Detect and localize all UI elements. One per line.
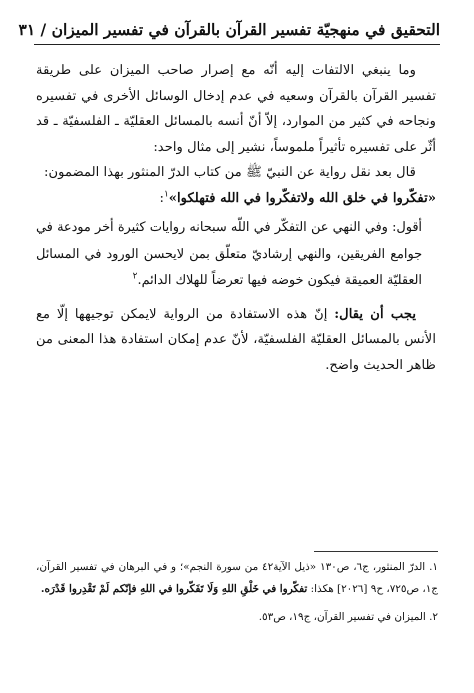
footnote-ref-2: ٢ [132, 271, 138, 282]
quote-colon: : [159, 190, 164, 206]
footnote-1-number: ١. [429, 561, 438, 573]
footnote-2-number: ٢. [429, 611, 438, 623]
paragraph-critique [36, 302, 436, 379]
hadith-quote-line [36, 186, 436, 212]
critique-text: إنّ هذه الاستفادة من الرواية لايمكن توجيهها إلّا مع الأنس بالمسائل العقليّة الفلسفيّة، لأنّ عدم إمكان استفادة هذا المعنى من ظاهر الحديث واضح. [36, 306, 436, 373]
footnote-1-hadith: تفكّروا في خَلْقِ اللهِ وَلَا تَفَكّروا في اللهِ فإنّكم لَمْ تَقْدِروا قَدْرَه. [40, 583, 308, 595]
footnote-ref-1: ١ [163, 189, 169, 200]
footnotes [36, 556, 438, 628]
header-title: التحقيق في منهجيّة تفسير القرآن بالقرآن في تفسير الميزان / ٣١ [18, 19, 440, 39]
critique-lead: يجب أن يقال: [334, 306, 416, 322]
paragraph-intro: وما ينبغي الالتفات إليه أنّه مع إصرار صاحب الميزان على طريقة تفسير القرآن بالقرآن وسعيه في عدم إدخال الوسائل الأخرى في تفسيره ونجاحه في كثير من الموارد، إلاّ أنّ أنسه بالمسائل العقليّة ـ الفلسفيّة ـ قد أثّر على تفسيره تأثيراً ملموساً، نشير إلى مثال واحد: [36, 63, 436, 155]
running-header [18, 14, 440, 45]
footnote-1-text: الدرّ المنثور، ج٦، ص١٣٠ «ذيل الآية٤٢ من سورة النجم»؛ و في البرهان في تفسير القرآن، ج١، ص٧٢٥، ح٩ [٢٠٢٦] هكذا: [36, 561, 438, 595]
main-text [36, 58, 436, 378]
hadith-quote: «تفكّروا في خلق الله ولاتفكّروا في الله فتهلكوا» [168, 190, 436, 206]
footnote-2-text: الميزان في تفسير القرآن، ج١٩، ص٥٣. [258, 611, 426, 623]
footnote-divider [314, 551, 438, 552]
quoted-commentary [36, 215, 422, 295]
footnote-1 [36, 556, 438, 600]
footnote-2 [36, 606, 438, 628]
quoted-commentary-text: أقول: وفي النهي عن التفكّر في اللّه سبحانه روايات كثيرة أخر مودعة في جوامع الفريقين، والنهي إرشاديّ متعلّق بمن لايحسن الورود في المسائل العقليّة العميقة فيكون خوضه فيها تعرضاً للهلاك الدائم. [36, 220, 422, 288]
paragraph-citation-lead: قال بعد نقل رواية عن النبيّ ﷺ من كتاب الدرّ المنثور بهذا المضمون: [44, 165, 416, 180]
